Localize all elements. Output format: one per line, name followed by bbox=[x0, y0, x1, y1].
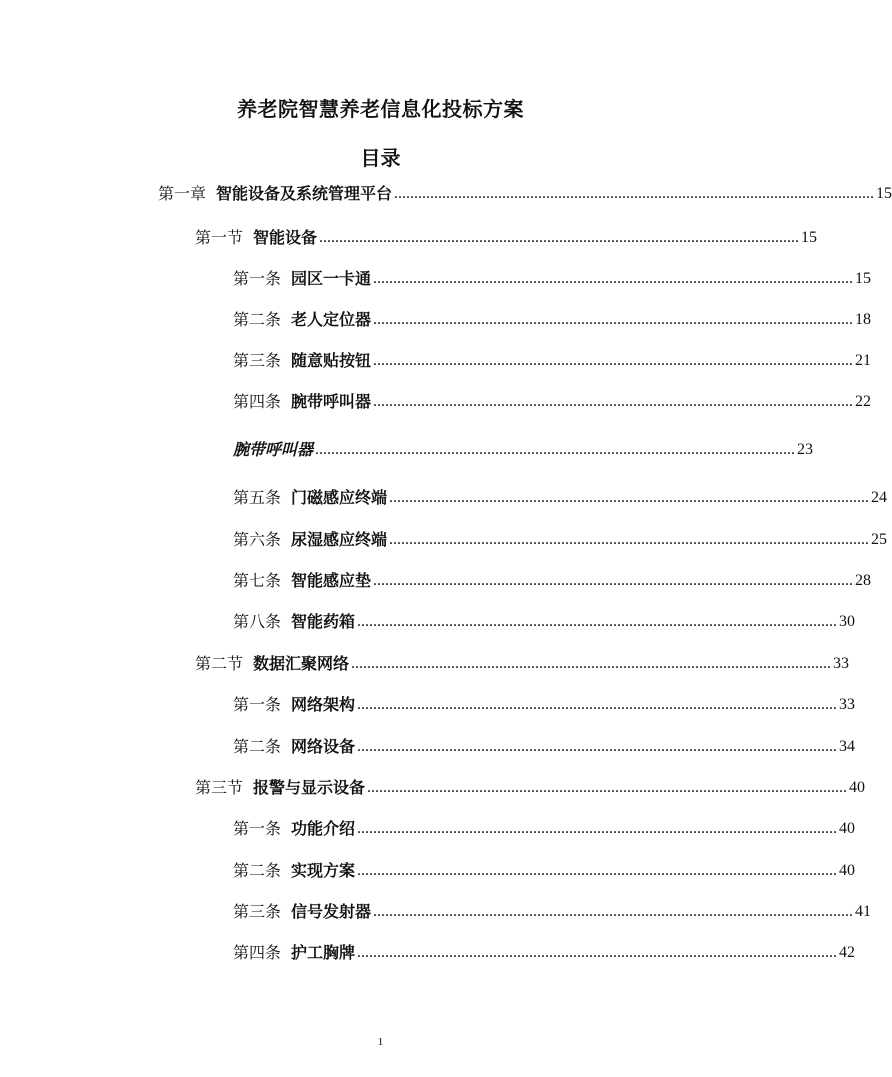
toc-entry-label: 智能设备 bbox=[253, 228, 318, 247]
toc-entry-section-3[interactable] bbox=[195, 774, 866, 798]
toc-entry-page: 30 bbox=[839, 613, 856, 630]
toc-leader-dots: ........................................................................................................................ bbox=[373, 393, 854, 410]
toc-entry-label: 护工胸牌 bbox=[291, 943, 356, 962]
toc-leader-dots: ........................................................................................................................ bbox=[357, 613, 838, 630]
toc-entry-page: 23 bbox=[797, 441, 814, 458]
toc-entry-article[interactable] bbox=[233, 733, 856, 757]
toc-entry-page: 33 bbox=[839, 696, 856, 713]
toc-entry-article[interactable] bbox=[233, 898, 872, 922]
toc-leader-dots: ........................................................................................................................ bbox=[373, 572, 854, 589]
toc-entry-article[interactable] bbox=[233, 265, 872, 289]
toc-entry-page: 28 bbox=[855, 572, 872, 589]
toc-entry-page: 15 bbox=[876, 185, 892, 202]
toc-entry-page: 22 bbox=[855, 393, 872, 410]
toc-entry-label: 老人定位器 bbox=[291, 310, 372, 329]
toc-entry-label: 智能设备及系统管理平台 bbox=[216, 184, 393, 203]
toc-entry-page: 40 bbox=[839, 820, 856, 837]
toc-leader-dots: ........................................................................................................................ bbox=[319, 229, 800, 246]
toc-entry-label: 园区一卡通 bbox=[291, 269, 372, 288]
toc-entry-number: 第二条 bbox=[233, 737, 282, 756]
toc-entry-number: 第四条 bbox=[233, 943, 282, 962]
toc-entry-page: 40 bbox=[849, 779, 866, 796]
toc-entry-label: 实现方案 bbox=[291, 861, 356, 880]
toc-entry-number: 第七条 bbox=[233, 571, 282, 590]
toc-entry-page: 24 bbox=[871, 489, 888, 506]
toc-entry-label: 智能感应垫 bbox=[291, 571, 372, 590]
toc-entry-label: 腕带呼叫器 bbox=[233, 440, 314, 459]
toc-entry-article[interactable] bbox=[233, 567, 872, 591]
toc-entry-label: 随意贴按钮 bbox=[291, 351, 372, 370]
toc-entry-number: 第四条 bbox=[233, 392, 282, 411]
page-number: 1 bbox=[377, 1036, 384, 1048]
toc-leader-dots: ........................................................................................................................ bbox=[351, 655, 832, 672]
toc-leader-dots: ........................................................................................................................ bbox=[373, 311, 854, 328]
toc-entry-label: 腕带呼叫器 bbox=[291, 392, 372, 411]
toc-leader-dots: ........................................................................................................................ bbox=[373, 270, 854, 287]
toc-entry-number: 第六条 bbox=[233, 530, 282, 549]
toc-entry-article[interactable] bbox=[233, 815, 856, 839]
toc-entry-label: 报警与显示设备 bbox=[253, 778, 366, 797]
toc-entry-label: 网络设备 bbox=[291, 737, 356, 756]
toc-entry-page: 40 bbox=[839, 862, 856, 879]
toc-entry-label: 功能介绍 bbox=[291, 819, 356, 838]
toc-leader-dots: ........................................................................................................................ bbox=[357, 944, 838, 961]
toc-entry-chapter-1[interactable] bbox=[158, 180, 892, 204]
toc-leader-dots: ........................................................................................................................ bbox=[315, 441, 796, 458]
toc-entry-page: 42 bbox=[839, 944, 856, 961]
toc-entry-page: 34 bbox=[839, 738, 856, 755]
toc-entry-number: 第一条 bbox=[233, 819, 282, 838]
toc-entry-number: 第三条 bbox=[233, 351, 282, 370]
toc-entry-article[interactable] bbox=[233, 484, 888, 508]
toc-entry-number: 第八条 bbox=[233, 612, 282, 631]
toc-entry-label: 网络架构 bbox=[291, 695, 356, 714]
toc-entry-article[interactable] bbox=[233, 526, 888, 550]
toc-entry-label: 尿湿感应终端 bbox=[291, 530, 388, 549]
toc-entry-article[interactable] bbox=[233, 857, 856, 881]
toc-entry-article[interactable] bbox=[233, 347, 872, 371]
toc-entry-article[interactable] bbox=[233, 306, 872, 330]
toc-entry-article[interactable] bbox=[233, 608, 856, 632]
toc-entry-label: 门磁感应终端 bbox=[291, 488, 388, 507]
document-title: 养老院智慧养老信息化投标方案 bbox=[237, 97, 524, 121]
toc-leader-dots: ........................................................................................................................ bbox=[357, 696, 838, 713]
toc-entry-number: 第一条 bbox=[233, 269, 282, 288]
toc-entry-page: 15 bbox=[855, 270, 872, 287]
toc-entry-article[interactable] bbox=[233, 691, 856, 715]
toc-entry-page: 25 bbox=[871, 531, 888, 548]
toc-entry-section-2[interactable] bbox=[195, 650, 850, 674]
toc-leader-dots: ........................................................................................................................ bbox=[357, 738, 838, 755]
toc-leader-dots: ........................................................................................................................ bbox=[373, 352, 854, 369]
toc-entry-page: 33 bbox=[833, 655, 850, 672]
toc-entry-number: 第三节 bbox=[195, 778, 244, 797]
toc-entry-page: 18 bbox=[855, 311, 872, 328]
toc-entry-article[interactable] bbox=[233, 388, 872, 412]
toc-entry-article[interactable] bbox=[233, 939, 856, 963]
toc-entry-number: 第二条 bbox=[233, 861, 282, 880]
toc-entry-number: 第二节 bbox=[195, 654, 244, 673]
toc-entry-number: 第一节 bbox=[195, 228, 244, 247]
toc-entry-page: 41 bbox=[855, 903, 872, 920]
toc-entry-page: 21 bbox=[855, 352, 872, 369]
toc-entry-label: 数据汇聚网络 bbox=[253, 654, 350, 673]
toc-leader-dots: ........................................................................................................................ bbox=[357, 820, 838, 837]
toc-entry-section-1[interactable] bbox=[195, 224, 818, 248]
toc-entry-number: 第二条 bbox=[233, 310, 282, 329]
toc-heading: 目录 bbox=[360, 146, 401, 170]
toc-leader-dots: ........................................................................................................................ bbox=[367, 779, 848, 796]
toc-leader-dots: ........................................................................................................................ bbox=[389, 531, 870, 548]
toc-entry-number: 第一章 bbox=[158, 184, 207, 203]
toc-leader-dots: ........................................................................................................................ bbox=[394, 185, 875, 202]
toc-entry-subheading[interactable] bbox=[233, 436, 814, 460]
toc-leader-dots: ........................................................................................................................ bbox=[373, 903, 854, 920]
toc-entry-label: 信号发射器 bbox=[291, 902, 372, 921]
toc-leader-dots: ........................................................................................................................ bbox=[357, 862, 838, 879]
toc-entry-label: 智能药箱 bbox=[291, 612, 356, 631]
toc-entry-number: 第三条 bbox=[233, 902, 282, 921]
toc-entry-number: 第一条 bbox=[233, 695, 282, 714]
toc-entry-number: 第五条 bbox=[233, 488, 282, 507]
toc-entry-page: 15 bbox=[801, 229, 818, 246]
toc-leader-dots: ........................................................................................................................ bbox=[389, 489, 870, 506]
